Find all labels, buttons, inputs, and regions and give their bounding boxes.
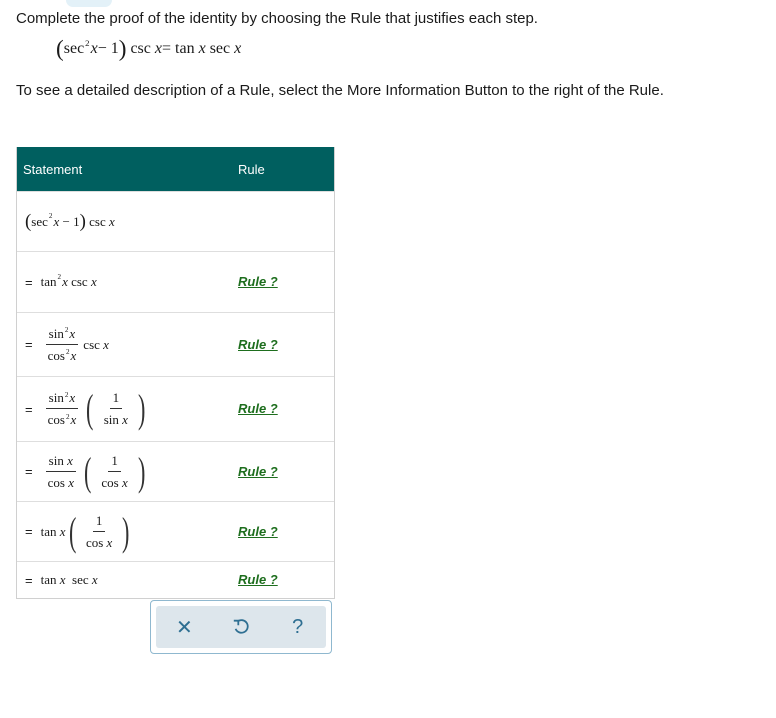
help-icon[interactable]: ? (292, 615, 304, 638)
fraction: $\frac{1}{\text{sin x}}$ (103, 390, 128, 427)
answer-toolbar (150, 600, 332, 654)
statement-cell: = $\frac{\text{sin x}}{\text{cos x}}$ ( $\frac{1}{\text{cos x}}$ ) (25, 448, 146, 494)
statement-cell: = $\frac{\sin^2x}{\cos^2x}$ csc x (25, 325, 109, 363)
undo-icon[interactable] (226, 612, 256, 642)
fraction: $\frac{\sin^2x}{\cos^2x}$ (47, 325, 77, 363)
rule-select-link[interactable]: Rule ? (238, 463, 278, 479)
close-icon[interactable]: ✕ (175, 616, 193, 639)
rule-header: Rule (238, 161, 265, 177)
statement-cell: ( sec 2 x − 1 ) csc x (25, 210, 115, 232)
top-tab-indicator (66, 0, 112, 7)
rule-select-link[interactable]: Rule ? (238, 336, 278, 352)
table-row (17, 191, 334, 251)
rule-select-link[interactable]: Rule ? (238, 401, 278, 416)
statement-cell: = tan x ( $\frac{1}{\text{cos x}}$ ) (25, 508, 130, 554)
table-row (17, 251, 334, 312)
fraction: $\frac{\text{sin x}}{\text{cos x}}$ (47, 452, 74, 490)
statement-cell: = tan 2 x csc x (25, 272, 97, 290)
rule-select-link[interactable]: Rule ? (238, 274, 278, 289)
identity-equation: $(\sec^2x- 1)$ csc x= tan x sec x (56, 35, 242, 62)
fraction: $\frac{1}{\text{cos x}}$ (101, 452, 128, 490)
table-row (17, 561, 334, 598)
statement-cell: = tan x sec x (25, 572, 98, 588)
table-row (17, 441, 334, 501)
table-header (17, 147, 334, 191)
instruction-text: Complete the proof of the identity by choosing the Rule that justifies each step. (16, 10, 538, 27)
table-row (17, 376, 334, 441)
more-info-instruction: To see a detailed description of a Rule, select the More Information Button to the right of the Rule. (16, 82, 664, 99)
rule-select-link[interactable]: Rule ? (238, 523, 278, 539)
statement-header: Statement (23, 161, 83, 177)
proof-table (16, 147, 335, 599)
rule-select-link[interactable]: Rule ? (238, 572, 278, 587)
statement-cell: = $\frac{\sin^2x}{\cos^2x}$ ( $\frac{1}{\text{sin x}}$ ) (25, 386, 146, 431)
fraction: $\frac{\sin^2x}{\cos^2x}$ (47, 390, 77, 427)
table-row (17, 312, 334, 376)
table-row (17, 501, 334, 561)
fraction: $\frac{1}{\text{cos x}}$ (85, 512, 113, 550)
